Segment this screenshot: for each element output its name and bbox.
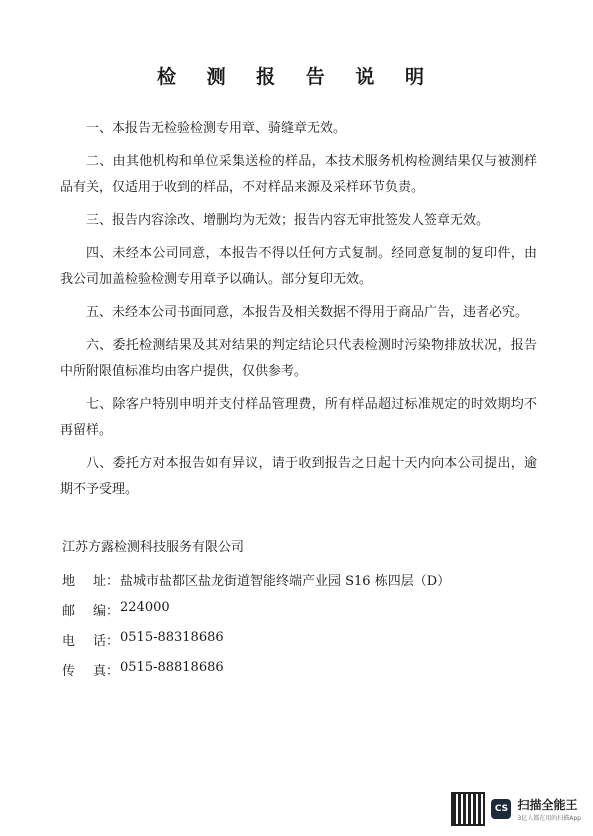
camscanner-logo-icon: CS (491, 799, 511, 819)
qr-code-icon (451, 792, 485, 826)
fax-row: 传 真 ： 0515-88818686 (62, 660, 224, 679)
clause-3: 三、报告内容涂改、增删均为无效；报告内容无审批签发人签章无效。 (86, 213, 490, 228)
document-title: 检 测 报 告 说 明 (156, 66, 437, 88)
postcode-label: 邮 编 (62, 604, 106, 619)
clause-4: 四、未经本公司同意，本报告不得以任何方式复制。经同意复制的复印件，由我公司加盖检验检测专用章予以确认。部分复印无效。 (60, 246, 537, 287)
clause-6: 六、委托检测结果及其对结果的判定结论只代表检测时污染物排放状况，报告中所附限值标准均由客户提供，仅供参考。 (60, 338, 537, 379)
scanner-app-name: 扫描全能王 (517, 798, 578, 812)
address-row: 地 址 ： 盐城市盐都区盐龙街道智能终端产业园 S16 栋四层（D） (62, 570, 450, 589)
clause-1: 一、本报告无检验检测专用章、骑缝章无效。 (86, 121, 347, 136)
fax-value: 0515-88818686 (120, 660, 224, 675)
company-name: 江苏方露检测科技服务有限公司 (62, 540, 245, 555)
clause-5: 五、未经本公司书面同意，本报告及相关数据不得用于商品广告，违者必究。 (86, 305, 529, 320)
phone-row: 电 话 ： 0515-88318686 (62, 630, 224, 649)
clause-8: 八、委托方对本报告如有异议，请于收到报告之日起十天内向本公司提出，逾期不予受理。 (60, 456, 537, 497)
scanner-brand (517, 796, 581, 822)
scanner-tagline: 3亿人都在用的扫描App (517, 815, 581, 822)
postcode-row: 邮 编 ： 224000 (62, 600, 170, 619)
clause-2: 二、由其他机构和单位采集送检的样品，本技术服务机构检测结果仅与被测样品有关，仅适用于收到的样品，不对样品来源及采样环节负责。 (60, 154, 537, 195)
phone-label: 电 话 (62, 634, 106, 649)
address-value: 盐城市盐都区盐龙街道智能终端产业园 S16 栋四层（D） (120, 574, 451, 589)
phone-value: 0515-88318686 (120, 630, 224, 645)
clause-list (60, 116, 537, 510)
postcode-value: 224000 (120, 600, 170, 615)
address-label: 地 址 (62, 574, 106, 589)
scanner-watermark (451, 792, 581, 826)
fax-label: 传 真 (62, 664, 106, 679)
clause-7: 七、除客户特别申明并支付样品管理费，所有样品超过标准规定的时效期均不再留样。 (60, 397, 537, 438)
